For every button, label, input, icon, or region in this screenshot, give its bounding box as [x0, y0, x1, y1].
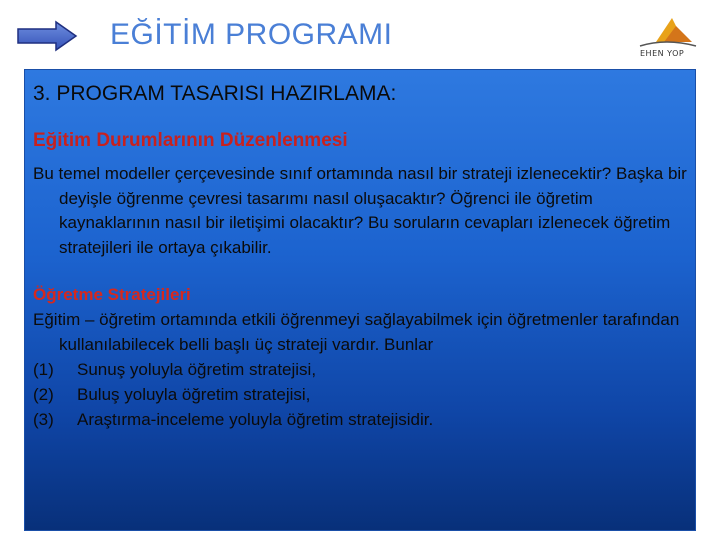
content-panel	[25, 70, 695, 530]
subheading-education-situations: Eğitim Durumlarının Düzenlenmesi	[33, 130, 348, 151]
list-item-number: (1)	[33, 360, 54, 379]
list-item-text: Araştırma-inceleme yoluyla öğretim stratejisidir.	[77, 410, 434, 429]
subheading-teaching-strategies: Öğretme Stratejileri	[33, 285, 191, 304]
list-item-number: (3)	[33, 410, 54, 429]
paragraph-intro: Bu temel modeller çerçevesinde sınıf ortamında nasıl bir strateji izlenecektir? Başka bir deyişle öğrenme çevresi tasarımı nasıl oluşacaktır? Öğrenci ile öğretim kaynaklarının nasıl bir iletişimi olacaktır? Bu soruların cevapları izlenecek öğretim stratejileri ile ortaya çıkabilir.	[33, 164, 687, 257]
list-item-text: Sunuş yoluyla öğretim stratejisi,	[77, 360, 317, 379]
logo-text: EHEN YOP	[640, 49, 685, 58]
list-item-text: Buluş yoluyla öğretim stratejisi,	[77, 385, 311, 404]
strategy-list	[33, 357, 687, 432]
list-item	[33, 382, 687, 407]
right-arrow-icon	[16, 20, 78, 52]
page-title: EĞİTİM PROGRAMI	[110, 18, 393, 51]
list-item-number: (2)	[33, 385, 54, 404]
list-item	[33, 407, 687, 432]
list-item	[33, 357, 687, 382]
paragraph-strategies: Eğitim – öğretim ortamında etkili öğrenmeyi sağlayabilmek için öğretmenler tarafından kullanılabilecek belli başlı üç strateji vardır. Bunlar	[33, 310, 680, 354]
section-title: 3. PROGRAM TASARISI HAZIRLAMA:	[33, 82, 397, 105]
